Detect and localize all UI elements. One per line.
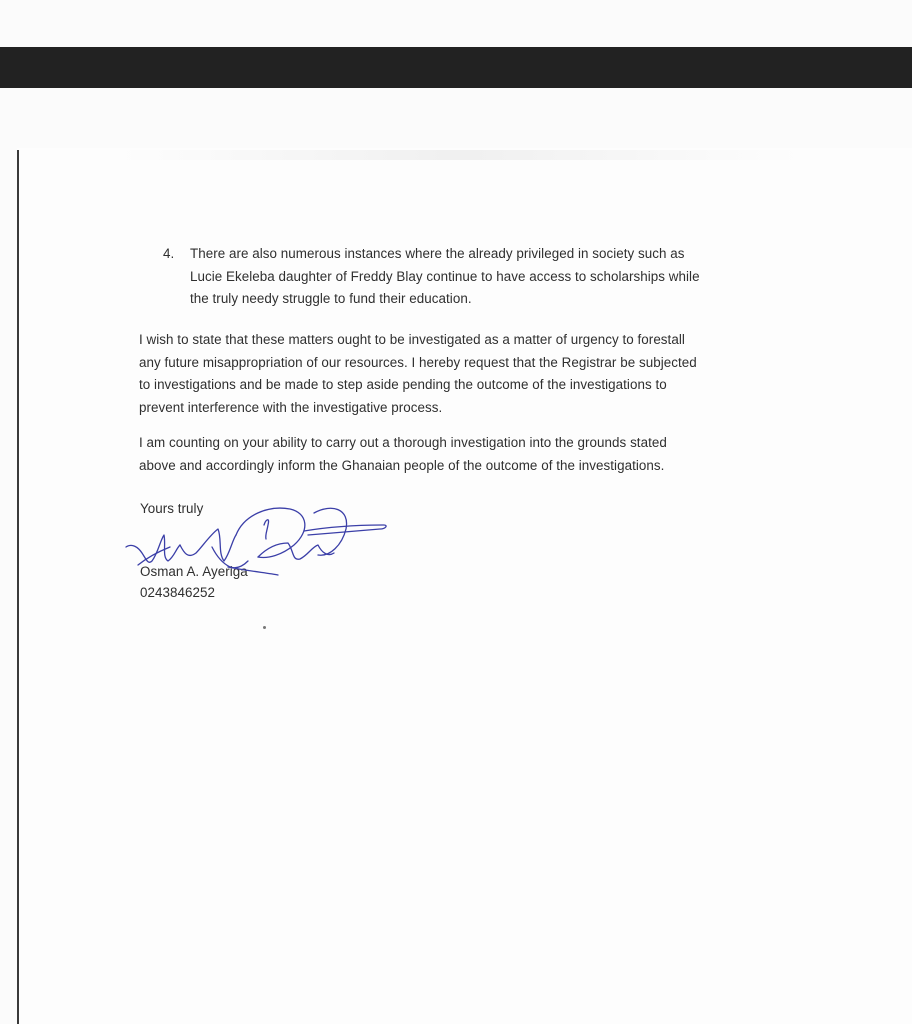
- closing-salutation: Yours truly: [140, 501, 204, 516]
- paragraph-line: prevent interference with the investigative process.: [139, 399, 443, 415]
- paragraph-line: I wish to state that these matters ought to be investigated as a matter of urgency to forestall: [139, 332, 685, 347]
- paragraph-line: I am counting on your ability to carry out a thorough investigation into the grounds stated: [139, 435, 667, 450]
- paragraph-line: above and accordingly inform the Ghanaian people of the outcome of the investigations.: [139, 457, 665, 473]
- signatory-phone: 0243846252: [140, 585, 215, 600]
- paragraph-conclusion: [139, 432, 779, 477]
- paragraph-line: any future misappropriation of our resources. I hereby request that the Registrar be subjected: [139, 354, 697, 370]
- signatory-name: Osman A. Ayeriga: [140, 564, 248, 579]
- paragraph-request: [139, 329, 779, 419]
- top-bar: [0, 47, 912, 88]
- handwritten-signature: [118, 495, 398, 590]
- list-item-line: There are also numerous instances where the already privileged in society such as: [190, 246, 685, 261]
- list-item-text: [190, 243, 783, 311]
- list-item-line: the truly needy struggle to fund their education.: [190, 291, 472, 307]
- page-scan-shadow: [120, 150, 800, 160]
- list-item-number: 4.: [163, 246, 175, 261]
- page-left-edge: [17, 150, 19, 1024]
- list-item-line: Lucie Ekeleba daughter of Freddy Blay continue to have access to scholarships while: [190, 268, 700, 284]
- scan-speck: [263, 626, 266, 629]
- paragraph-line: to investigations and be made to step aside pending the outcome of the investigations to: [139, 377, 667, 393]
